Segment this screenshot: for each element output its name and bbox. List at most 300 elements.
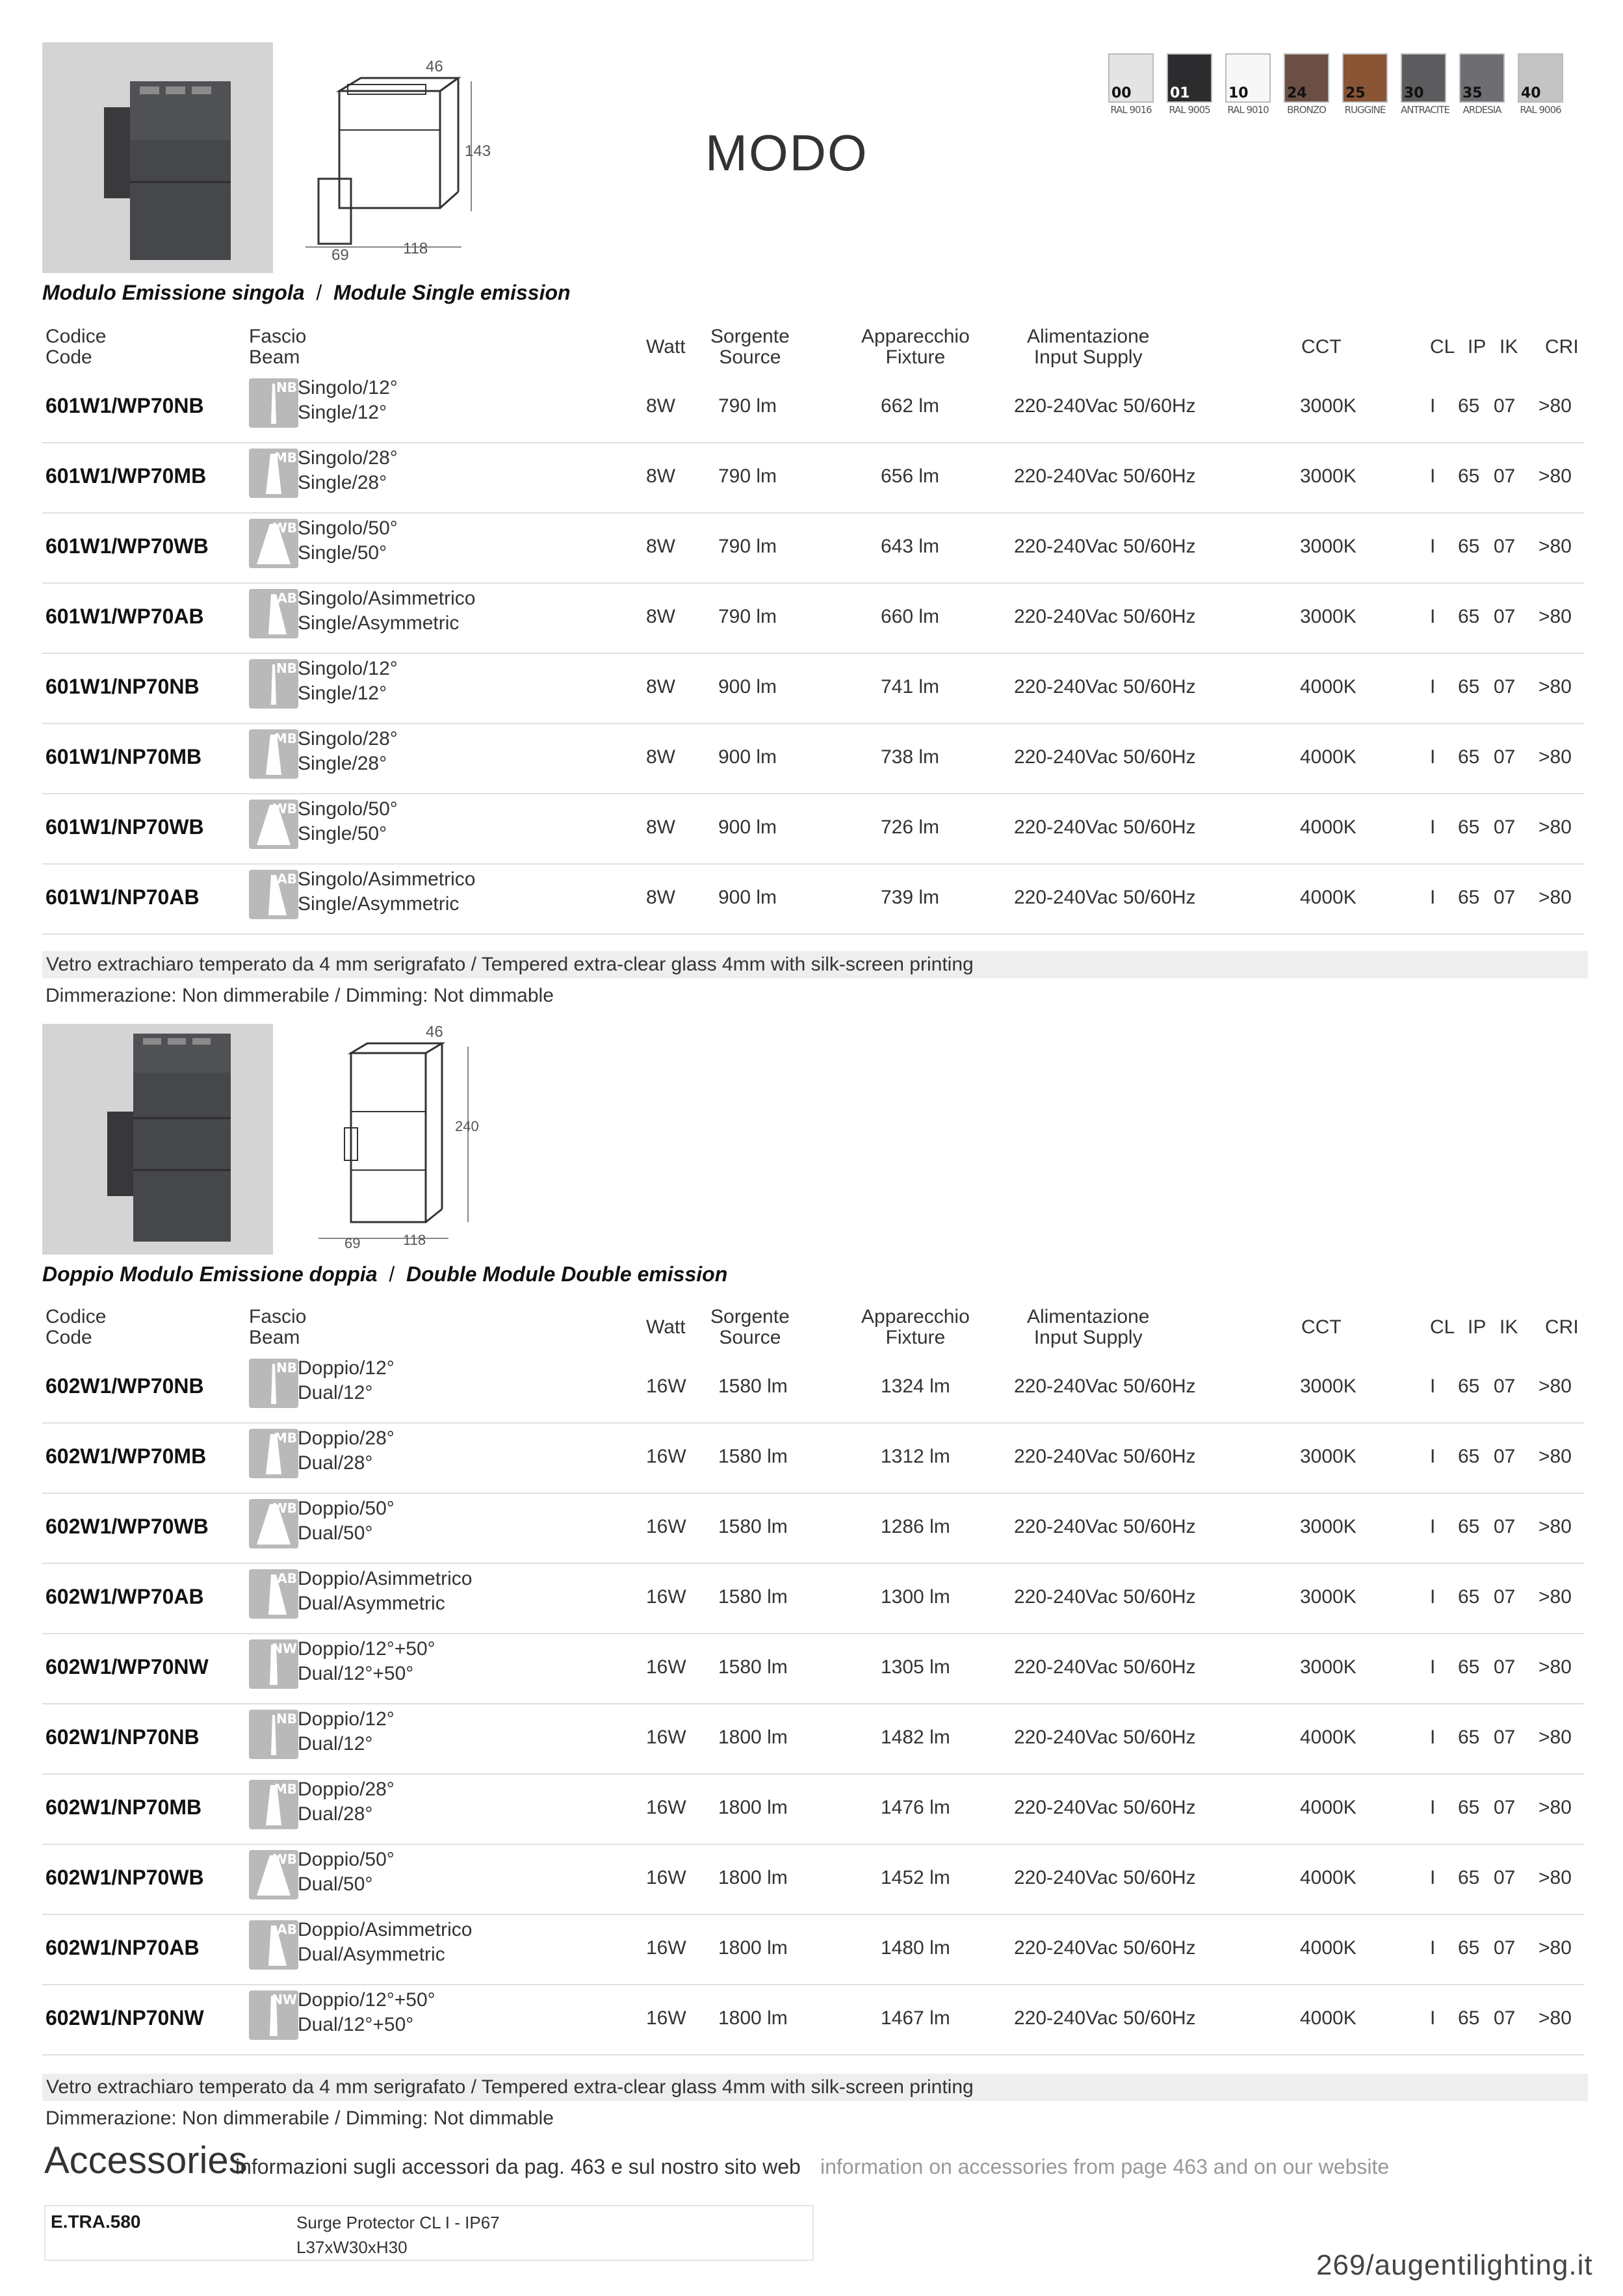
cri: >80 [1539, 676, 1572, 698]
hdr-beam-label: Beam [249, 1327, 300, 1348]
swatch-ral: RAL 9005 [1169, 104, 1210, 116]
source-lumen: 900 lm [718, 816, 777, 838]
double-module-lamp-image [42, 1024, 273, 1255]
beam-en: Single/28° [298, 472, 387, 493]
beam-tag: WB [272, 1500, 297, 1516]
beam-description [298, 586, 475, 636]
ip-rating: 65 [1458, 1586, 1480, 1608]
beam-it: Singolo/28° [298, 447, 398, 469]
cri: >80 [1539, 2007, 1572, 2029]
beam-en: Single/28° [298, 753, 387, 774]
fixture-lumen: 1452 lm [881, 1867, 950, 1888]
beam-tag: WB [272, 1851, 297, 1867]
product-code: 602W1/NP70NB [45, 1725, 200, 1749]
beam-tag: WB [272, 801, 297, 816]
beam-it: Doppio/28° [298, 1428, 395, 1449]
beam-it: Singolo/12° [298, 658, 398, 679]
fixture-lumen: 738 lm [881, 746, 940, 768]
product-code: 602W1/NP70NW [45, 2006, 204, 2029]
class: I [1430, 1656, 1436, 1678]
swatch-ral: RAL 9016 [1110, 104, 1152, 116]
color-swatch [1108, 53, 1154, 116]
hdr-code-label: Code [45, 346, 92, 368]
accessory-code: E.TRA.580 [51, 2211, 141, 2232]
beam-icon-box [249, 1780, 298, 1829]
cri: >80 [1539, 395, 1572, 417]
accessories-info-en: information on accessories from page 463 and on our website [820, 2155, 1390, 2178]
input-supply: 220-240Vac 50/60Hz [1014, 536, 1196, 557]
hdr-cl [1430, 1317, 1455, 1338]
hdr-cl-label: CL [1430, 336, 1455, 358]
fixture-lumen: 662 lm [881, 395, 940, 417]
hdr-ip-label: IP [1468, 336, 1487, 358]
watt: 8W [646, 746, 675, 768]
watt: 16W [646, 1656, 686, 1678]
ip-rating: 65 [1458, 465, 1480, 487]
beam-icon-box [249, 1499, 298, 1548]
page-footer: 269/augentilighting.it [1316, 2249, 1593, 2281]
class: I [1430, 676, 1436, 698]
hdr-source-label: Source [719, 1327, 781, 1348]
hdr-cri-label: CRI [1545, 336, 1579, 358]
beam-description [298, 1356, 395, 1405]
fixture-lumen: 1305 lm [881, 1656, 950, 1678]
ik-rating: 07 [1494, 676, 1516, 698]
beam-description [298, 1918, 472, 1967]
section-title-it: Doppio Modulo Emissione doppia [42, 1262, 378, 1286]
beam-en: Single/50° [298, 823, 387, 844]
product-code: 601W1/WP70NB [45, 394, 204, 417]
input-supply: 220-240Vac 50/60Hz [1014, 465, 1196, 487]
table-row [42, 442, 1584, 514]
watt: 16W [646, 1516, 686, 1537]
class: I [1430, 1446, 1436, 1467]
fixture-lumen: 1300 lm [881, 1586, 950, 1608]
input-supply: 220-240Vac 50/60Hz [1014, 676, 1196, 698]
fixture-lumen: 1324 lm [881, 1376, 950, 1397]
beam-it: Singolo/Asimmetrico [298, 588, 476, 609]
source-lumen: 790 lm [718, 395, 777, 417]
hdr-beam-label: Fascio [249, 1306, 307, 1327]
ik-rating: 07 [1494, 1727, 1516, 1748]
beam-icon-box [249, 1359, 298, 1408]
hdr-watt-label: Watt [646, 1316, 686, 1338]
beam-icon-box [249, 729, 298, 779]
cct: 4000K [1300, 1797, 1357, 1818]
single-module-lamp-image [42, 42, 273, 273]
input-supply: 220-240Vac 50/60Hz [1014, 606, 1196, 627]
swatch-code: 25 [1345, 85, 1366, 101]
section-title-sep: / [316, 281, 322, 304]
beam-it: Singolo/Asimmetrico [298, 868, 476, 890]
input-supply: 220-240Vac 50/60Hz [1014, 816, 1196, 838]
table-row [42, 863, 1584, 935]
hdr-ip-label: IP [1468, 1316, 1487, 1338]
source-lumen: 900 lm [718, 676, 777, 698]
hdr-cri-label: CRI [1545, 1316, 1579, 1338]
hdr-supply [1027, 326, 1149, 368]
source-lumen: 790 lm [718, 606, 777, 627]
class: I [1430, 465, 1436, 487]
beam-icon-box [249, 1569, 298, 1619]
table-row [42, 512, 1584, 584]
product-code: 602W1/WP70WB [45, 1515, 209, 1538]
source-lumen: 1580 lm [718, 1656, 788, 1678]
class: I [1430, 1376, 1436, 1397]
product-photo-single [42, 42, 273, 273]
beam-it: Doppio/Asimmetrico [298, 1568, 473, 1589]
input-supply: 220-240Vac 50/60Hz [1014, 2007, 1196, 2029]
cri: >80 [1539, 887, 1572, 908]
fixture-lumen: 1482 lm [881, 1727, 950, 1748]
beam-en: Dual/12° [298, 1733, 373, 1755]
ip-rating: 65 [1458, 1376, 1480, 1397]
dim-depth-1: 69 [344, 1235, 361, 1251]
ip-rating: 65 [1458, 606, 1480, 627]
color-swatches [1108, 53, 1563, 116]
beam-en: Single/Asymmetric [298, 612, 460, 634]
swatch-color [1225, 53, 1271, 103]
hdr-beam [249, 326, 306, 368]
swatch-color [1401, 53, 1446, 103]
hdr-watt [646, 337, 686, 358]
beam-en: Dual/12°+50° [298, 2014, 414, 2035]
table-row [42, 1703, 1584, 1775]
dim-width: 46 [426, 58, 443, 75]
product-code: 602W1/NP70MB [45, 1795, 202, 1819]
beam-description [298, 516, 398, 566]
swatch-ral: RAL 9010 [1227, 104, 1269, 116]
table-row [42, 1914, 1584, 1985]
ip-rating: 65 [1458, 816, 1480, 838]
table-row [42, 1844, 1584, 1915]
beam-tag: MB [274, 1781, 297, 1797]
input-supply: 220-240Vac 50/60Hz [1014, 1937, 1196, 1959]
hdr-cct-label: CCT [1301, 1316, 1342, 1338]
technical-drawing-double [305, 1021, 500, 1255]
table-row [42, 372, 1584, 443]
dim-depth-2: 118 [403, 240, 428, 257]
beam-description [298, 1847, 395, 1897]
accessories-info-it: informazioni sugli accessori da pag. 463 e sul nostro sito web [235, 2155, 801, 2178]
hdr-ik-label: IK [1500, 1316, 1518, 1338]
ik-rating: 07 [1494, 816, 1516, 838]
cct: 4000K [1300, 676, 1357, 698]
input-supply: 220-240Vac 50/60Hz [1014, 1656, 1196, 1678]
product-code: 602W1/NP70WB [45, 1866, 204, 1889]
cct: 4000K [1300, 2007, 1357, 2029]
dim-depth-2: 118 [403, 1232, 426, 1248]
swatch-code: 24 [1287, 85, 1307, 101]
hdr-beam-label: Beam [249, 346, 300, 368]
color-swatch [1284, 53, 1329, 116]
beam-it: Doppio/12° [298, 1357, 395, 1379]
beam-description [298, 1707, 395, 1756]
hdr-ik-label: IK [1500, 336, 1518, 358]
ik-rating: 07 [1494, 606, 1516, 627]
product-code: 602W1/WP70MB [45, 1444, 207, 1468]
hdr-ip [1468, 1317, 1486, 1338]
source-lumen: 1580 lm [718, 1376, 788, 1397]
hdr-beam-label: Fascio [249, 326, 307, 347]
beam-it: Doppio/Asimmetrico [298, 1919, 473, 1940]
class: I [1430, 1586, 1436, 1608]
color-swatch [1167, 53, 1212, 116]
swatch-color [1518, 53, 1563, 103]
hdr-fixture [861, 326, 970, 368]
ip-rating: 65 [1458, 1516, 1480, 1537]
product-code: 601W1/NP70AB [45, 885, 200, 909]
product-code: 602W1/WP70NB [45, 1374, 204, 1398]
swatch-color [1459, 53, 1505, 103]
ik-rating: 07 [1494, 1586, 1516, 1608]
cri: >80 [1539, 1867, 1572, 1888]
watt: 8W [646, 395, 675, 417]
hdr-source [710, 326, 790, 368]
beam-en: Dual/12°+50° [298, 1663, 414, 1684]
beam-tag: MB [274, 1430, 297, 1446]
cct: 3000K [1300, 536, 1357, 557]
ik-rating: 07 [1494, 395, 1516, 417]
beam-icon-box [249, 1639, 298, 1689]
ip-rating: 65 [1458, 1937, 1480, 1959]
swatch-code: 40 [1521, 85, 1541, 101]
beam-it: Doppio/50° [298, 1498, 395, 1519]
ik-rating: 07 [1494, 1376, 1516, 1397]
ik-rating: 07 [1494, 2007, 1516, 2029]
technical-drawing-single [299, 52, 507, 267]
hdr-code-label: Codice [45, 326, 107, 347]
hdr-fixture-label: Fixture [885, 1327, 946, 1348]
fixture-lumen: 741 lm [881, 676, 940, 698]
beam-description [298, 446, 398, 495]
color-swatch [1401, 53, 1449, 116]
beam-en: Single/Asymmetric [298, 893, 460, 915]
dim-width: 46 [426, 1023, 443, 1041]
beam-description [298, 1496, 395, 1546]
cct: 4000K [1300, 1867, 1357, 1888]
beam-it: Doppio/12°+50° [298, 1989, 435, 2011]
beam-it: Doppio/12° [298, 1708, 395, 1730]
cct: 4000K [1300, 887, 1357, 908]
table-row [42, 1422, 1584, 1494]
beam-tag: NB [276, 1360, 297, 1376]
hdr-cri [1545, 1317, 1579, 1338]
cri: >80 [1539, 536, 1572, 557]
ip-rating: 65 [1458, 1867, 1480, 1888]
cct: 4000K [1300, 1937, 1357, 1959]
beam-en: Single/12° [298, 683, 387, 704]
fixture-lumen: 1467 lm [881, 2007, 950, 2029]
fixture-lumen: 660 lm [881, 606, 940, 627]
swatch-color [1167, 53, 1212, 103]
beam-icon-box [249, 449, 298, 498]
swatch-code: 35 [1462, 85, 1483, 101]
hdr-supply-label: Input Supply [1033, 346, 1143, 368]
swatch-ral: RUGGINE [1344, 104, 1386, 116]
beam-en: Dual/28° [298, 1803, 373, 1825]
hdr-cct-label: CCT [1301, 336, 1342, 358]
watt: 8W [646, 676, 675, 698]
hdr-cl-label: CL [1430, 1316, 1455, 1338]
hdr-source-label: Source [719, 346, 781, 368]
accessory-item [44, 2205, 814, 2261]
beam-description [298, 1426, 395, 1476]
fixture-lumen: 739 lm [881, 887, 940, 908]
watt: 16W [646, 2007, 686, 2029]
beam-icon-box [249, 519, 298, 568]
fixture-lumen: 1312 lm [881, 1446, 950, 1467]
ip-rating: 65 [1458, 746, 1480, 768]
source-lumen: 1800 lm [718, 1797, 788, 1818]
cri: >80 [1539, 1586, 1572, 1608]
section-title-en: Double Module Double emission [406, 1262, 728, 1286]
input-supply: 220-240Vac 50/60Hz [1014, 395, 1196, 417]
cri: >80 [1539, 1727, 1572, 1748]
beam-icon-box [249, 659, 298, 709]
ip-rating: 65 [1458, 395, 1480, 417]
swatch-code: 01 [1170, 85, 1190, 101]
product-title: MODO [705, 124, 868, 181]
hdr-code [45, 326, 106, 368]
hdr-source-label: Sorgente [710, 326, 790, 347]
product-code: 601W1/NP70WB [45, 815, 204, 839]
input-supply: 220-240Vac 50/60Hz [1014, 1376, 1196, 1397]
beam-it: Singolo/12° [298, 377, 398, 398]
beam-tag: AB [277, 1571, 297, 1586]
section-title-en: Module Single emission [333, 281, 571, 304]
watt: 8W [646, 887, 675, 908]
swatch-code: 00 [1111, 85, 1132, 101]
color-swatch [1518, 53, 1563, 116]
hdr-watt [646, 1317, 686, 1338]
cct: 3000K [1300, 1376, 1357, 1397]
ip-rating: 65 [1458, 536, 1480, 557]
color-swatch [1459, 53, 1505, 116]
beam-icon-box [249, 1990, 298, 2040]
class: I [1430, 1937, 1436, 1959]
table-row [42, 582, 1584, 654]
beam-en: Dual/28° [298, 1452, 373, 1474]
swatch-color [1284, 53, 1329, 103]
beam-it: Doppio/50° [298, 1849, 395, 1870]
accessory-desc-1: Surge Protector CL I - IP67 [296, 2213, 500, 2232]
ip-rating: 65 [1458, 887, 1480, 908]
beam-en: Dual/50° [298, 1522, 373, 1544]
hdr-code-label: Codice [45, 1306, 107, 1327]
hdr-ik [1500, 337, 1518, 358]
cct: 4000K [1300, 746, 1357, 768]
ip-rating: 65 [1458, 676, 1480, 698]
hdr-ik [1500, 1317, 1518, 1338]
section-title-it: Modulo Emissione singola [42, 281, 305, 304]
cri: >80 [1539, 465, 1572, 487]
beam-description [298, 867, 475, 917]
beam-icon-box [249, 1710, 298, 1759]
watt: 16W [646, 1867, 686, 1888]
fixture-lumen: 1480 lm [881, 1937, 950, 1959]
ik-rating: 07 [1494, 887, 1516, 908]
cct: 3000K [1300, 1516, 1357, 1537]
fixture-lumen: 643 lm [881, 536, 940, 557]
swatch-ral: BRONZO [1287, 104, 1326, 116]
beam-en: Dual/12° [298, 1382, 373, 1403]
accessories-title: Accessories [44, 2139, 248, 2182]
source-lumen: 1580 lm [718, 1446, 788, 1467]
table-row [42, 1352, 1584, 1424]
cri: >80 [1539, 1446, 1572, 1467]
product-code: 602W1/NP70AB [45, 1936, 200, 1959]
hdr-ip [1468, 337, 1486, 358]
beam-tag: AB [277, 871, 297, 887]
watt: 16W [646, 1797, 686, 1818]
beam-tag: MB [274, 731, 297, 746]
swatch-code: 30 [1404, 85, 1424, 101]
product-code: 601W1/NP70MB [45, 745, 202, 768]
table-row [42, 723, 1584, 794]
fixture-lumen: 1476 lm [881, 1797, 950, 1818]
cri: >80 [1539, 816, 1572, 838]
product-code: 601W1/NP70NB [45, 675, 200, 698]
table-row [42, 1493, 1584, 1564]
cct: 4000K [1300, 816, 1357, 838]
fixture-lumen: 1286 lm [881, 1516, 950, 1537]
ik-rating: 07 [1494, 536, 1516, 557]
beam-description [298, 797, 398, 846]
source-lumen: 900 lm [718, 887, 777, 908]
accessory-desc-2: L37xW30xH30 [296, 2237, 408, 2257]
note-dimming-single: Dimmerazione: Non dimmerabile / Dimming: Not dimmable [45, 985, 554, 1006]
section-title-double [42, 1262, 727, 1286]
cct: 3000K [1300, 606, 1357, 627]
source-lumen: 1800 lm [718, 2007, 788, 2029]
product-code: 602W1/WP70AB [45, 1585, 204, 1608]
beam-tag: NW [272, 1992, 297, 2007]
beam-icon-box [249, 378, 298, 428]
hdr-supply [1027, 1307, 1149, 1348]
ip-rating: 65 [1458, 1797, 1480, 1818]
watt: 16W [646, 1376, 686, 1397]
beam-tag: NB [276, 1711, 297, 1727]
beam-tag: AB [277, 1922, 297, 1937]
hdr-cct [1301, 1317, 1342, 1338]
table-row [42, 653, 1584, 724]
input-supply: 220-240Vac 50/60Hz [1014, 1516, 1196, 1537]
class: I [1430, 606, 1436, 627]
beam-icon-box [249, 800, 298, 849]
beam-tag: NB [276, 380, 297, 395]
ik-rating: 07 [1494, 1516, 1516, 1537]
ik-rating: 07 [1494, 1867, 1516, 1888]
cri: >80 [1539, 746, 1572, 768]
input-supply: 220-240Vac 50/60Hz [1014, 1867, 1196, 1888]
input-supply: 220-240Vac 50/60Hz [1014, 1586, 1196, 1608]
beam-icon-box [249, 1429, 298, 1478]
cct: 3000K [1300, 1446, 1357, 1467]
cri: >80 [1539, 1937, 1572, 1959]
hdr-code-label: Code [45, 1327, 92, 1348]
cri: >80 [1539, 1376, 1572, 1397]
source-lumen: 1580 lm [718, 1586, 788, 1608]
hdr-beam [249, 1307, 306, 1348]
ik-rating: 07 [1494, 1656, 1516, 1678]
class: I [1430, 746, 1436, 768]
section-title-sep: / [389, 1262, 395, 1286]
beam-description [298, 657, 398, 706]
beam-en: Dual/50° [298, 1873, 373, 1895]
class: I [1430, 395, 1436, 417]
fixture-lumen: 726 lm [881, 816, 940, 838]
